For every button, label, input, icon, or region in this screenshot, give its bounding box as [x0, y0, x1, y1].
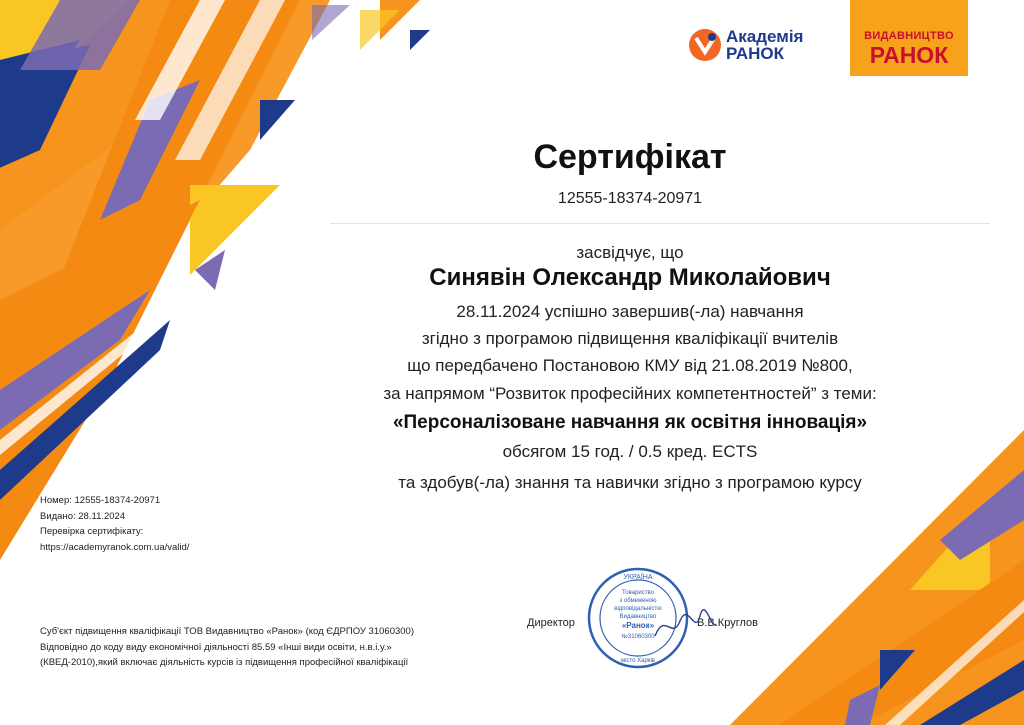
completion-text: 28.11.2024 успішно завершив(-ла) навчання	[456, 302, 804, 321]
svg-text:№31060300: №31060300	[621, 634, 655, 640]
program-text: згідно з програмою підвищення кваліфікації вчителів	[421, 329, 839, 348]
director-label: Директор	[527, 617, 575, 629]
svg-text:відповідальністю: відповідальністю	[614, 606, 662, 612]
yellow-triangle	[360, 10, 400, 50]
certifies-text: засвідчує, що	[576, 243, 684, 262]
signer-name: В.В.Круглов	[697, 617, 758, 629]
academy-logo	[688, 26, 828, 66]
svg-text:з обмеженою: з обмеженою	[619, 598, 657, 604]
legal-footer	[40, 624, 414, 671]
resolution-text: що передбачено Постановою КМУ від 21.08.2019 №800,	[407, 356, 853, 375]
svg-text:Видавництво: Видавництво	[619, 614, 657, 620]
meta-number: Номер: 12555-18374-20971	[40, 495, 161, 506]
purple-triangle	[312, 5, 350, 40]
course-topic: «Персоналізоване навчання як освітня інновація»	[392, 412, 868, 433]
academy-logo-line1: Академія	[726, 27, 804, 46]
direction-text: за напрямом “Розвиток професійних компетентностей” з теми:	[383, 384, 877, 403]
academy-logo-icon	[688, 28, 722, 62]
yellow-triangle	[190, 185, 280, 275]
navy-triangle	[410, 30, 430, 50]
footer-line: Відповідно до коду виду економічної діяльності 85.59 «Інші види освіти, н.в.і.у.»	[40, 641, 392, 653]
meta-issued: Видано: 28.11.2024	[40, 510, 126, 522]
academy-logo-line2: РАНОК	[726, 44, 784, 63]
certificate-number: 12555-18374-20971	[557, 190, 703, 207]
divider	[330, 223, 990, 224]
certificate-meta	[40, 493, 189, 555]
certificate-title: Сертифікат	[533, 138, 727, 176]
footer-line: (КВЕД-2010),який включає діяльність курсів із підвищення професійної кваліфікації	[40, 657, 409, 668]
handwritten-signature	[650, 606, 720, 646]
svg-text:«Ранок»: «Ранок»	[621, 621, 655, 630]
meta-verify-label: Перевірка сертифікату:	[40, 526, 144, 537]
publisher-logo-line1: ВИДАВНИЦТВО	[864, 30, 954, 42]
hours-text: обсягом 15 год. / 0.5 кред. ECTS	[502, 442, 758, 461]
svg-text:місто Харків: місто Харків	[621, 658, 655, 664]
navy-triangle	[260, 100, 295, 140]
svg-text:Товариство: Товариство	[622, 590, 654, 596]
publisher-logo-line2: РАНОК	[869, 42, 949, 68]
stamp-ring-text: УКРАЇНА	[623, 574, 653, 581]
verify-link[interactable]: https://academyranok.com.ua/valid/	[40, 541, 190, 553]
skills-text: та здобув(-ла) знання та навички згідно з програмою курсу	[398, 473, 862, 492]
footer-line: Суб'єкт підвищення кваліфікації ТОВ Видавництво «Ранок» (код ЄДРПОУ 31060300)	[40, 626, 414, 637]
publisher-logo	[850, 0, 968, 76]
recipient-name: Синявін Олександр Миколайович	[429, 264, 831, 291]
